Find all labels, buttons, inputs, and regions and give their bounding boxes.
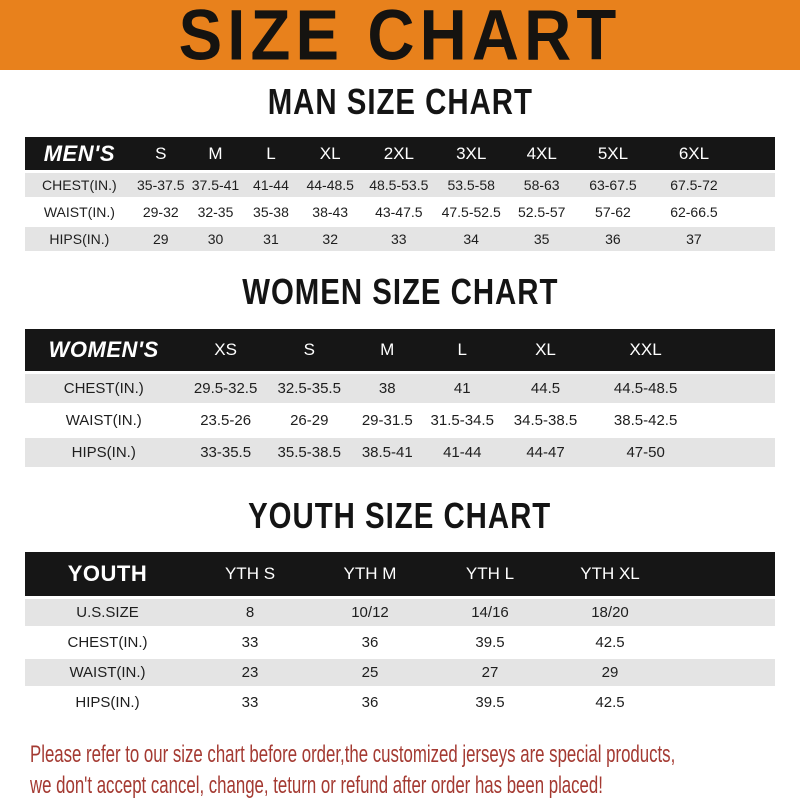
size-cell: 34.5-38.5 <box>500 406 592 435</box>
size-cell: 33 <box>190 629 310 656</box>
table-row <box>25 599 775 626</box>
row-spacer <box>670 659 775 686</box>
row-label: CHEST(IN.) <box>25 629 190 656</box>
size-cell: 35-37.5 <box>134 173 188 197</box>
column-header: YTH XL <box>550 552 670 596</box>
row-spacer <box>739 200 775 224</box>
row-spacer <box>700 438 775 467</box>
size-cell: 44-47 <box>500 438 592 467</box>
table-row <box>25 200 775 224</box>
row-label: HIPS(IN.) <box>25 227 134 251</box>
size-cell: 37.5-41 <box>188 173 243 197</box>
size-chart-sections <box>0 82 800 719</box>
column-header: S <box>134 137 188 170</box>
size-cell: 38-43 <box>299 200 362 224</box>
table-row <box>25 689 775 716</box>
table-label: WOMEN'S <box>25 329 183 371</box>
table-row <box>25 406 775 435</box>
size-cell: 35 <box>506 227 577 251</box>
size-cell: 44.5-48.5 <box>591 374 700 403</box>
size-cell: 37 <box>649 227 739 251</box>
size-cell: 67.5-72 <box>649 173 739 197</box>
size-cell: 38.5-41 <box>350 438 425 467</box>
size-cell: 42.5 <box>550 629 670 656</box>
size-cell: 43-47.5 <box>362 200 436 224</box>
row-spacer <box>700 374 775 403</box>
size-cell: 32-35 <box>188 200 243 224</box>
row-label: WAIST(IN.) <box>25 406 183 435</box>
size-cell: 41 <box>425 374 500 403</box>
size-cell: 57-62 <box>577 200 649 224</box>
size-cell: 14/16 <box>430 599 550 626</box>
column-header: XL <box>500 329 592 371</box>
size-cell: 58-63 <box>506 173 577 197</box>
column-header: L <box>425 329 500 371</box>
size-cell: 35.5-38.5 <box>269 438 350 467</box>
column-header: M <box>350 329 425 371</box>
size-cell: 32.5-35.5 <box>269 374 350 403</box>
column-header: YTH M <box>310 552 430 596</box>
banner-title: SIZE CHART <box>178 0 622 76</box>
order-disclaimer <box>30 739 800 800</box>
size-cell: 29.5-32.5 <box>183 374 269 403</box>
size-cell: 35-38 <box>243 200 298 224</box>
column-header: XXL <box>591 329 700 371</box>
size-cell: 10/12 <box>310 599 430 626</box>
column-header: M <box>188 137 243 170</box>
size-cell: 29 <box>134 227 188 251</box>
size-cell: 23.5-26 <box>183 406 269 435</box>
youth-section-heading-text: YOUTH SIZE CHART <box>248 496 552 537</box>
size-cell: 31 <box>243 227 298 251</box>
size-cell: 32 <box>299 227 362 251</box>
column-header: XL <box>299 137 362 170</box>
table-header-row <box>25 552 775 596</box>
size-cell: 47-50 <box>591 438 700 467</box>
size-cell: 29 <box>550 659 670 686</box>
size-cell: 39.5 <box>430 689 550 716</box>
column-header: S <box>269 329 350 371</box>
size-cell: 27 <box>430 659 550 686</box>
size-cell: 44-48.5 <box>299 173 362 197</box>
disclaimer-line-2: we don't accept cancel, change, teturn or refund after order has been placed! <box>30 771 603 800</box>
table-header-row <box>25 329 775 371</box>
section-women <box>0 272 800 470</box>
column-header: 4XL <box>506 137 577 170</box>
row-spacer <box>739 173 775 197</box>
women-size-table <box>25 326 775 470</box>
youth-size-table <box>25 549 775 719</box>
size-cell: 18/20 <box>550 599 670 626</box>
row-spacer <box>670 629 775 656</box>
women-section-heading <box>0 272 800 313</box>
table-row <box>25 438 775 467</box>
size-cell: 29-32 <box>134 200 188 224</box>
size-cell: 53.5-58 <box>436 173 507 197</box>
size-cell: 8 <box>190 599 310 626</box>
size-cell: 63-67.5 <box>577 173 649 197</box>
row-label: CHEST(IN.) <box>25 374 183 403</box>
column-header: L <box>243 137 298 170</box>
size-cell: 38.5-42.5 <box>591 406 700 435</box>
size-cell: 31.5-34.5 <box>425 406 500 435</box>
size-cell: 23 <box>190 659 310 686</box>
men-size-table <box>25 134 775 254</box>
column-header: 3XL <box>436 137 507 170</box>
section-youth <box>0 496 800 719</box>
column-header: YTH S <box>190 552 310 596</box>
size-cell: 33-35.5 <box>183 438 269 467</box>
table-row <box>25 227 775 251</box>
row-label: CHEST(IN.) <box>25 173 134 197</box>
table-label: YOUTH <box>25 552 190 596</box>
disclaimer-line-1: Please refer to our size chart before order,the customized jerseys are special products, <box>30 740 676 769</box>
row-label: U.S.SIZE <box>25 599 190 626</box>
section-men <box>0 82 800 254</box>
table-row <box>25 659 775 686</box>
women-section-heading-text: WOMEN SIZE CHART <box>241 272 559 313</box>
row-spacer <box>670 599 775 626</box>
size-cell: 34 <box>436 227 507 251</box>
row-label: HIPS(IN.) <box>25 689 190 716</box>
column-header: XS <box>183 329 269 371</box>
header-spacer <box>739 137 775 170</box>
column-header: 5XL <box>577 137 649 170</box>
row-label: WAIST(IN.) <box>25 659 190 686</box>
row-label: HIPS(IN.) <box>25 438 183 467</box>
size-cell: 52.5-57 <box>506 200 577 224</box>
column-header: 6XL <box>649 137 739 170</box>
size-cell: 39.5 <box>430 629 550 656</box>
size-cell: 33 <box>190 689 310 716</box>
table-row <box>25 374 775 403</box>
size-cell: 36 <box>577 227 649 251</box>
table-header-row <box>25 137 775 170</box>
size-cell: 41-44 <box>243 173 298 197</box>
size-cell: 25 <box>310 659 430 686</box>
size-cell: 42.5 <box>550 689 670 716</box>
size-cell: 41-44 <box>425 438 500 467</box>
table-row <box>25 629 775 656</box>
row-label: WAIST(IN.) <box>25 200 134 224</box>
row-spacer <box>739 227 775 251</box>
row-spacer <box>700 406 775 435</box>
size-cell: 30 <box>188 227 243 251</box>
table-row <box>25 173 775 197</box>
column-header: YTH L <box>430 552 550 596</box>
size-cell: 44.5 <box>500 374 592 403</box>
size-cell: 62-66.5 <box>649 200 739 224</box>
table-label: MEN'S <box>25 137 134 170</box>
size-cell: 36 <box>310 629 430 656</box>
column-header: 2XL <box>362 137 436 170</box>
men-section-heading-text: MAN SIZE CHART <box>267 82 533 123</box>
size-cell: 26-29 <box>269 406 350 435</box>
size-cell: 48.5-53.5 <box>362 173 436 197</box>
size-cell: 47.5-52.5 <box>436 200 507 224</box>
header-spacer <box>700 329 775 371</box>
size-chart-banner <box>0 0 800 76</box>
size-cell: 38 <box>350 374 425 403</box>
header-spacer <box>670 552 775 596</box>
row-spacer <box>670 689 775 716</box>
size-cell: 33 <box>362 227 436 251</box>
size-cell: 29-31.5 <box>350 406 425 435</box>
youth-section-heading <box>0 496 800 537</box>
men-section-heading <box>0 82 800 123</box>
size-cell: 36 <box>310 689 430 716</box>
